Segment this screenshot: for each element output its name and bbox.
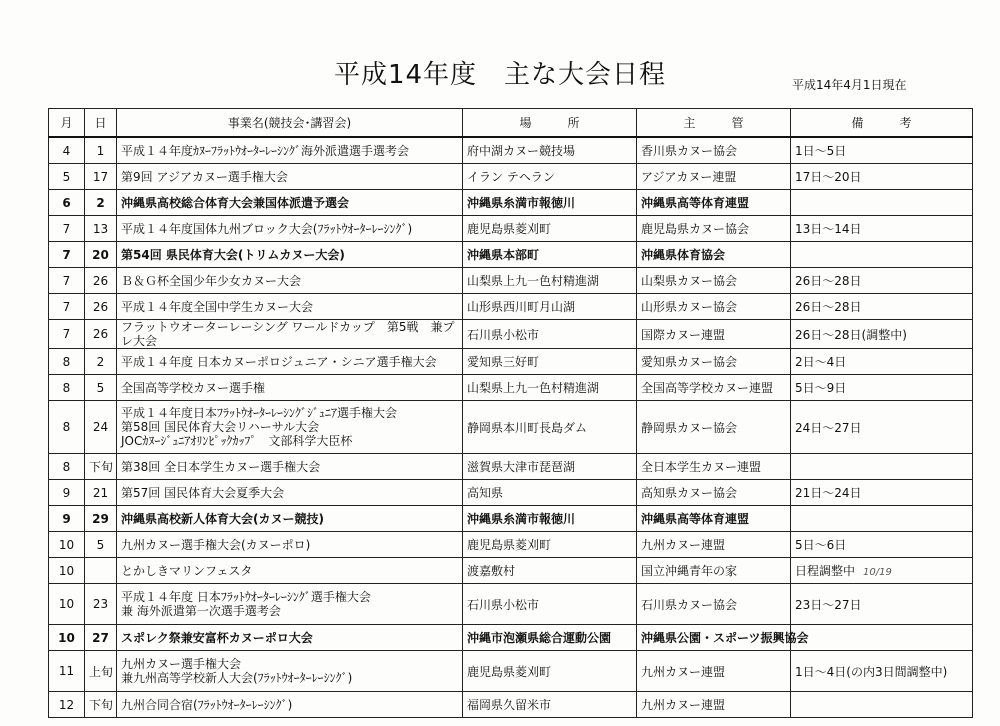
cell-day [85,692,117,718]
cell-event-text: 第38回 全日本学生カヌー選手権大会 [121,459,321,474]
header-notes: 備 考 [791,109,973,138]
cell-organizer-text: 石川県カヌー協会 [641,597,738,612]
cell-organizer [637,625,809,651]
cell-month-text: 10 [58,597,75,611]
cell-month [49,558,85,584]
cell-day [85,268,117,294]
cell-venue-text: 山梨県上九一色村精進湖 [467,381,600,395]
table-row [49,401,973,454]
cell-organizer-text: 九州カヌー連盟 [641,538,726,552]
table-row [49,558,973,584]
cell-month [49,692,85,718]
cell-notes [791,558,973,584]
cell-event-text: 九州カヌー選手権大会(カヌーポロ) [121,537,311,552]
cell-notes [791,651,973,692]
cell-organizer-text: 全日本学生カヌー連盟 [641,460,762,474]
cell-venue [463,454,637,480]
cell-event [117,242,463,268]
cell-day-text: 26 [92,273,109,288]
cell-day-text: 下旬 [89,698,114,712]
cell-month-text: 10 [58,563,75,578]
cell-organizer [637,294,791,320]
table-row [49,375,973,401]
cell-month-text: 5 [62,169,71,184]
cell-day-text: 2 [96,354,105,369]
cell-day [85,454,117,480]
cell-month-text: 8 [62,459,71,474]
cell-venue-text: 滋賀県大津市琵琶湖 [467,460,576,474]
cell-month [49,375,85,401]
cell-organizer [637,480,791,506]
cell-day [85,480,117,506]
table-row [49,137,973,164]
cell-day-text: 27 [92,630,109,645]
cell-event [117,401,463,454]
cell-month-text: 9 [62,511,71,526]
cell-organizer-text: 山形県カヌー協会 [641,300,738,314]
cell-venue-text: 愛知県三好町 [467,355,540,369]
cell-notes [791,349,973,375]
cell-venue-text: 静岡県本川町長島ダム [467,420,588,435]
cell-month-text: 8 [62,354,71,369]
cell-event-text: 平成１４年度 日本カヌーポロジュニア・シニア選手権大会 [121,354,437,369]
cell-event [117,651,463,692]
cell-month-text: 11 [58,664,75,678]
cell-month-text: 8 [62,420,71,434]
cell-event [117,532,463,558]
cell-notes [791,692,973,718]
cell-organizer-text: 高知県カヌー協会 [641,486,738,500]
cell-notes-text: 1日～4日(の内3日間調整中) [795,664,948,679]
cell-day-text: 26 [92,327,109,341]
cell-venue-text: 山梨県上九一色村精進湖 [467,274,600,288]
cell-organizer-text: 沖縄県高等体育連盟 [641,512,750,526]
cell-venue-text: 渡嘉敷村 [467,564,516,578]
cell-day-text: 5 [96,380,105,395]
cell-event-text: Ｂ＆Ｇ杯全国少年少女カヌー大会 [121,273,302,288]
cell-organizer-text: 全国高等学校カヌー連盟 [641,381,774,395]
cell-day-text: 20 [92,247,109,262]
cell-organizer-text: 静岡県カヌー協会 [641,420,738,435]
cell-event [117,216,463,242]
cell-month-text: 7 [62,327,71,341]
cell-notes-text: 23日～27日 [795,597,862,612]
cell-venue [463,480,637,506]
cell-venue [463,294,637,320]
cell-organizer-text: アジアカヌー連盟 [641,170,737,184]
cell-event [117,349,463,375]
table-row [49,651,973,692]
cell-day [85,584,117,625]
cell-organizer [637,268,791,294]
cell-day-text: 13 [92,221,109,236]
cell-month-text: 9 [62,485,71,500]
cell-month-text: 7 [62,299,71,314]
cell-notes-text: 13日～14日 [795,222,862,236]
cell-day [85,506,117,532]
cell-organizer-text: 鹿児島県カヌー協会 [641,222,750,236]
cell-venue-text: 沖縄県本部町 [467,248,540,262]
cell-organizer-text: 九州カヌー連盟 [641,698,726,712]
cell-day-text: 1 [96,143,105,158]
cell-day-text: 5 [96,537,105,552]
cell-day [85,375,117,401]
cell-event-text: 九州合同合宿(ﾌﾗｯﾄｳｵｰﾀｰﾚｰｼﾝｸﾞ) [121,697,293,712]
cell-venue [463,190,637,216]
cell-event-text: 第9回 アジアカヌー選手権大会 [121,169,288,184]
cell-event [117,480,463,506]
cell-month [49,349,85,375]
cell-organizer [637,375,791,401]
cell-event-text: 全国高等学校カヌー選手権 [121,380,266,395]
table-row [49,268,973,294]
cell-event-text: 沖縄県高校総合体育大会兼国体派遣予選会 [121,195,350,210]
cell-venue [463,401,637,454]
table-row [49,349,973,375]
cell-month [49,137,85,164]
cell-event-text: 第54回 県民体育大会(トリムカヌー大会) [121,247,345,262]
table-row [49,532,973,558]
as-of-date: 平成14年4月1日現在 [792,78,907,92]
cell-event [117,190,463,216]
cell-notes-text: 24日～27日 [795,420,862,435]
cell-month-text: 8 [62,380,71,395]
cell-venue [463,651,637,692]
header-venue: 場 所 [463,109,637,138]
cell-month-text: 10 [58,537,75,552]
cell-organizer [637,320,791,349]
cell-month-text: 4 [62,143,71,158]
cell-month-text: 7 [62,221,71,236]
page-title: 平成14年度 主な大会日程 [333,60,667,90]
cell-day [85,558,117,584]
cell-venue [463,584,637,625]
cell-notes [791,532,973,558]
cell-venue-text: 石川県小松市 [467,327,540,342]
cell-organizer-text: 沖縄県公園・スポーツ振興協会 [641,631,809,645]
cell-organizer [637,558,791,584]
cell-month [49,190,85,216]
cell-notes [791,137,973,164]
cell-day-text: 23 [92,597,109,611]
cell-notes-text: 1日～5日 [795,144,847,158]
cell-month [49,242,85,268]
cell-venue [463,268,637,294]
cell-day-text: 26 [92,299,109,314]
cell-notes [791,625,973,651]
cell-day [85,190,117,216]
cell-event-text: 第57回 国民体育大会夏季大会 [121,485,285,500]
cell-month [49,294,85,320]
cell-venue [463,137,637,164]
cell-event [117,294,463,320]
cell-event [117,692,463,718]
cell-day-text: 29 [92,511,109,526]
cell-day [85,401,117,454]
cell-venue-text: 沖縄県糸満市報徳川 [467,196,576,210]
cell-organizer-text: 沖縄県高等体育連盟 [641,196,750,210]
cell-month-text: 6 [62,195,71,210]
cell-day-text: 上旬 [89,664,114,679]
cell-organizer-text: 国立沖縄青年の家 [641,564,738,578]
cell-month [49,320,85,349]
cell-organizer-text: 愛知県カヌー協会 [641,355,738,369]
cell-notes [791,375,973,401]
cell-notes-text: 5日～6日 [795,538,847,552]
cell-day-text: 2 [96,195,105,210]
cell-month-text: 7 [62,273,71,288]
cell-month [49,454,85,480]
cell-notes-text: 26日～28日 [795,274,862,288]
cell-notes-text: 5日～9日 [795,381,847,395]
cell-month-text: 10 [58,630,75,645]
cell-organizer [637,584,791,625]
cell-event-text: 九州カヌー選手権大会 兼九州高等学校新人大会(ﾌﾗｯﾄｳｵｰﾀｰﾚｰｼﾝｸﾞ) [121,657,353,685]
table-row [49,164,973,190]
cell-organizer-text: 香川県カヌー協会 [641,144,738,158]
cell-venue [463,532,637,558]
cell-organizer [637,532,791,558]
cell-day [85,625,117,651]
cell-venue [463,558,637,584]
cell-day [85,349,117,375]
header-organizer: 主 管 [637,109,791,138]
table-row [49,242,973,268]
cell-notes [791,268,973,294]
table-row [49,480,973,506]
cell-day [85,651,117,692]
cell-month-text: 12 [58,697,75,712]
handwritten-note: 10/19 [863,567,892,578]
cell-venue [463,349,637,375]
cell-organizer-text: 山梨県カヌー協会 [641,274,738,288]
cell-organizer [637,692,791,718]
cell-notes [791,164,973,190]
cell-event [117,584,463,625]
table-row [49,294,973,320]
cell-month [49,506,85,532]
cell-notes-text: 21日～24日 [795,486,862,500]
cell-day-text: 下旬 [89,460,114,474]
cell-venue [463,216,637,242]
cell-organizer [637,454,791,480]
cell-event [117,164,463,190]
cell-month [49,625,85,651]
header-event: 事業名(競技会･講習会) [117,109,463,138]
table-row [49,506,973,532]
cell-event [117,320,463,349]
cell-notes [791,401,973,454]
cell-event-text: フラットウオーターレーシング ワールドカップ 第5戦 兼プレ大会 [121,320,455,348]
cell-venue-text: 府中湖カヌー競技場 [467,144,576,158]
cell-day [85,294,117,320]
cell-organizer [637,190,791,216]
cell-notes-text: 26日～28日 [795,300,862,314]
cell-organizer [637,164,791,190]
cell-organizer-text: 沖縄県体育協会 [641,248,726,262]
cell-notes-text: 2日～4日 [795,355,847,369]
cell-event-text: 平成１４年度国体九州ブロック大会(ﾌﾗｯﾄｳｵｰﾀｰﾚｰｼﾝｸﾞ) [121,221,413,236]
cell-day [85,137,117,164]
table-row [49,216,973,242]
cell-day-text: 21 [92,485,109,500]
cell-month [49,401,85,454]
cell-event-text: 平成１４年度全国中学生カヌー大会 [121,299,314,314]
cell-day-text: 24 [92,420,109,434]
cell-organizer-text: 国際カヌー連盟 [641,327,726,342]
table-row [49,320,973,349]
cell-venue-text: 沖縄市泡瀬県総合運動公園 [467,631,612,645]
cell-organizer-text: 九州カヌー連盟 [641,664,726,679]
cell-venue-text: 沖縄県糸満市報徳川 [467,512,576,526]
cell-month [49,532,85,558]
cell-organizer [637,651,791,692]
cell-venue-text: 鹿児島県菱刈町 [467,538,552,552]
cell-organizer [637,242,791,268]
cell-event [117,625,463,651]
cell-event-text: とかしきマリンフェスタ [121,563,253,578]
table-row [49,454,973,480]
cell-notes [791,584,973,625]
cell-organizer [637,506,791,532]
header-month: 月 [49,109,85,138]
cell-venue [463,506,637,532]
cell-venue-text: 鹿児島県菱刈町 [467,222,552,236]
table-row [49,692,973,718]
cell-notes [791,506,973,532]
cell-event-text: 沖縄県高校新人体育大会(カヌー競技) [121,511,324,526]
table-header-row [49,109,973,138]
cell-venue [463,692,637,718]
schedule-table [48,108,973,718]
cell-notes [791,294,973,320]
cell-notes [791,480,973,506]
cell-event-text: 平成１４年度ｶﾇｰﾌﾗｯﾄｳｵｰﾀｰﾚｰｼﾝｸﾞ海外派遣選手選考会 [121,143,410,158]
cell-notes [791,242,973,268]
cell-day-text: 17 [92,169,109,184]
cell-venue [463,375,637,401]
cell-venue [463,164,637,190]
cell-event [117,375,463,401]
cell-event-text: 平成１４年度 日本ﾌﾗｯﾄｳｵｰﾀｰﾚｰｼﾝｸﾞ選手権大会 兼 海外派遣第一次選手選考会 [121,590,371,618]
cell-day [85,532,117,558]
header-day: 日 [85,109,117,138]
cell-day [85,320,117,349]
cell-month [49,164,85,190]
cell-event-text: スポレク祭兼安富杯カヌーポロ大会 [121,630,313,645]
cell-event [117,558,463,584]
cell-month [49,216,85,242]
cell-notes [791,320,973,349]
cell-notes [791,190,973,216]
cell-venue-text: 高知県 [467,486,504,500]
cell-month [49,480,85,506]
cell-notes [791,454,973,480]
cell-day [85,216,117,242]
cell-month-text: 7 [62,247,71,262]
cell-venue [463,320,637,349]
cell-organizer [637,216,791,242]
cell-organizer [637,137,791,164]
cell-month [49,651,85,692]
cell-day [85,242,117,268]
cell-month [49,584,85,625]
cell-venue-text: 福岡県久留米市 [467,698,552,712]
cell-notes [791,216,973,242]
cell-notes-text: 17日～20日 [795,170,862,184]
cell-event-text: 平成１４年度日本ﾌﾗｯﾄｳｵｰﾀｰﾚｰｼﾝｸﾞｼﾞｭﾆｱ選手権大会 第58回 国民体育大会リハーサル大会 JOCｶﾇｰｼﾞｭﾆｱｵﾘﾝﾋﾟｯｸｶｯﾌﾟ 文部科学大臣杯 [121,406,398,448]
cell-organizer [637,401,791,454]
cell-day [85,164,117,190]
cell-notes-text: 日程調整中 [795,564,856,578]
table-row [49,625,973,651]
cell-venue-text: 石川県小松市 [467,597,540,612]
cell-event [117,137,463,164]
cell-event [117,454,463,480]
table-row [49,190,973,216]
cell-venue [463,625,637,651]
cell-venue [463,242,637,268]
cell-venue-text: イラン テヘラン [467,170,555,184]
schedule-body [49,137,973,718]
cell-venue-text: 鹿児島県菱刈町 [467,664,552,679]
cell-venue-text: 山形県西川町月山湖 [467,300,576,314]
cell-event [117,268,463,294]
cell-event [117,506,463,532]
cell-notes-text: 26日～28日(調整中) [795,327,907,342]
table-row [49,584,973,625]
cell-month [49,268,85,294]
cell-organizer [637,349,791,375]
